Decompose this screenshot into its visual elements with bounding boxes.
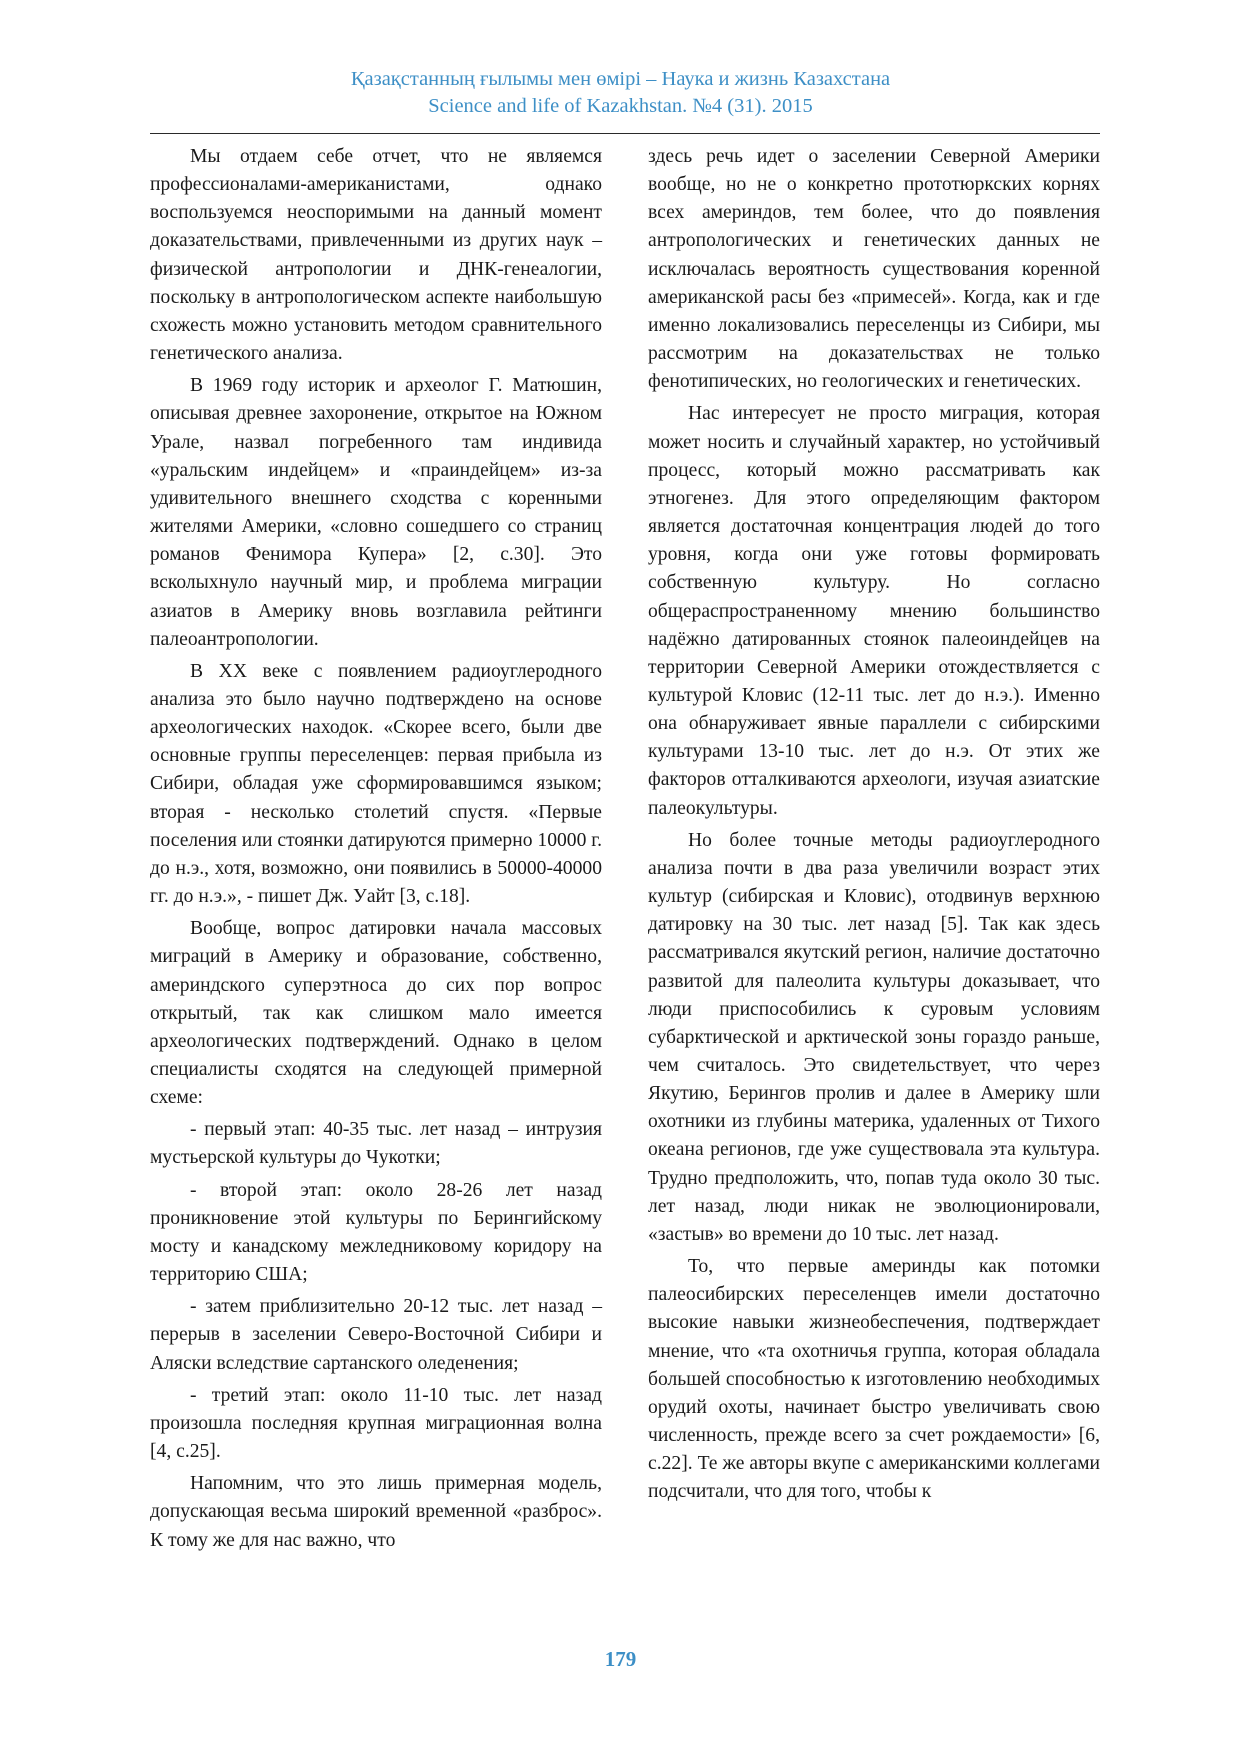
paragraph: здесь речь идет о заселении Северной Америки вообще, но не о конкретно прототюркских корнях всех америндов, тем более, что до появления антропологических и генетических данных не исключалась вероятность существования коренной американской расы без «примесей». Когда, как и где именно локализовались переселенцы из Сибири, мы рассмотрим на доказательствах не только фенотипических, но геологических и генетических. [648,146,1100,393]
right-column [648,143,1100,1507]
paragraph: В XX веке с появлением радиоуглеродного анализа это было научно подтверждено на основе археологических находок. «Скорее всего, были две основные группы переселенцев: первая прибыла из Сибири, обладая уже сформировавшимся языком; вторая - несколько столетий спустя. «Первые поселения или стоянки датируются примерно 10000 г. до н.э., хотя, возможно, они появились в 50000-40000 гг. до н.э.», - пишет Дж. Уайт [3, с.18]. [150,660,603,908]
journal-header [0,66,1241,120]
left-column [150,143,602,1555]
journal-title-line1: Қазақстанның ғылымы мен өмірі – Наука и жизнь Казахстана [350,68,891,90]
paragraph: Но более точные методы радиоуглеродного анализа почти в два раза увеличили возраст этих культур (сибирская и Кловис), отодвинув верхнюю датировку на 30 тыс. лет назад [5]. Так как здесь рассматривался якутский регион, наличие достаточно развитой для палеолита культуры доказывает, что люди приспособились к суровым условиям субарктической и арктической зоны гораздо раньше, чем считалось. Это свидетельствует, что через Якутию, Берингов пролив и далее в Америку шли охотники из глубины материка, удаленных от Тихого океана регионов, где уже существовала эта культура. Трудно предположить, что, попав туда около 30 тыс. лет назад, люди никак не эволюционировали, «застыв» во времени до 10 тыс. лет назад. [648,829,1100,1245]
paragraph: Нас интересует не просто миграция, которая может носить и случайный характер, но устойчивый процесс, который можно рассматривать как этногенез. Для этого определяющим фактором является достаточная концентрация людей до того уровня, когда они уже готовы формировать собственную культуру. Но согласно общераспространенному мнению большинство надёжно датированных стоянок палеоиндейцев на территории Северной Америки отождествляется с культурой Кловис (12-11 тыс. лет до н.э.). Именно она обнаруживает явные параллели с сибирскими культурами 13-10 тыс. лет до н.э. От этих же факторов отталкиваются археологи, изучая азиатские палеокультуры. [648,403,1100,819]
list-item: - затем приблизительно 20-12 тыс. лет назад – перерыв в заселении Северо-Восточной Сибири и Аляски вследствие сартанского оледенения; [150,1296,602,1374]
list-item: - третий этап: около 11-10 тыс. лет назад произошла последняя крупная миграционная волна [4, с.25]. [150,1384,602,1463]
header-rule [150,133,1100,134]
paragraph: То, что первые америнды как потомки палеосибирских переселенцев имели достаточно высокие навыки жизнеобеспечения, подтверждает мнение, что «та охотничья группа, которая обладала большей способностью к изготовлению необходимых орудий охоты, начинает быстро увеличивать свою численность, прежде всего за счет рождаемости» [6, с.22]. Те же авторы вкупе с американскими коллегами подсчитали, что для того, чтобы к [648,1256,1100,1503]
list-item: - первый этап: 40-35 тыс. лет назад – интрузия мустьерской культуры до Чукотки; [150,1119,602,1169]
paragraph: Напомним, что это лишь примерная модель, допускающая весьма широкий временной «разброс». К тому же для нас важно, что [150,1473,602,1551]
paragraph: Мы отдаем себе отчет, что не являемся профессионалами-американистами, однако воспользуемся неоспоримыми на данный момент доказательствами, привлеченными из других наук – физической антропологии и ДНК-генеалогии, поскольку в антропологическом аспекте наибольшую схожесть можно установить методом сравнительного генетического анализа. [150,146,602,365]
list-item: - второй этап: около 28-26 лет назад проникновение этой культуры по Берингийскому мосту и канадскому межледниковому коридору на территорию США; [150,1179,602,1286]
paragraph: В 1969 году историк и археолог Г. Матюшин, описывая древнее захоронение, открытое на Южном Урале, назвал погребенного там индивида «уральским индейцем» и «праиндейцем» из-за удивительного внешнего сходства с коренными жителями Америки, «словно сошедшего со страниц романов Фенимора Купера» [2, с.30]. Это всколыхнуло научный мир, и проблема миграции азиатов в Америку вновь возглавила рейтинги палеоантропологии. [150,375,602,650]
page-number: 179 [604,1647,637,1671]
journal-title-line2: Science and life of Kazakhstan. №4 (31). 2015 [428,95,813,117]
paragraph: Вообще, вопрос датировки начала массовых миграций в Америку и образование, собственно, америндского суперэтноса до сих пор вопрос открытый, так как слишком мало имеется археологических подтверждений. Однако в целом специалисты сходятся на следующей примерной схеме: [150,918,602,1109]
